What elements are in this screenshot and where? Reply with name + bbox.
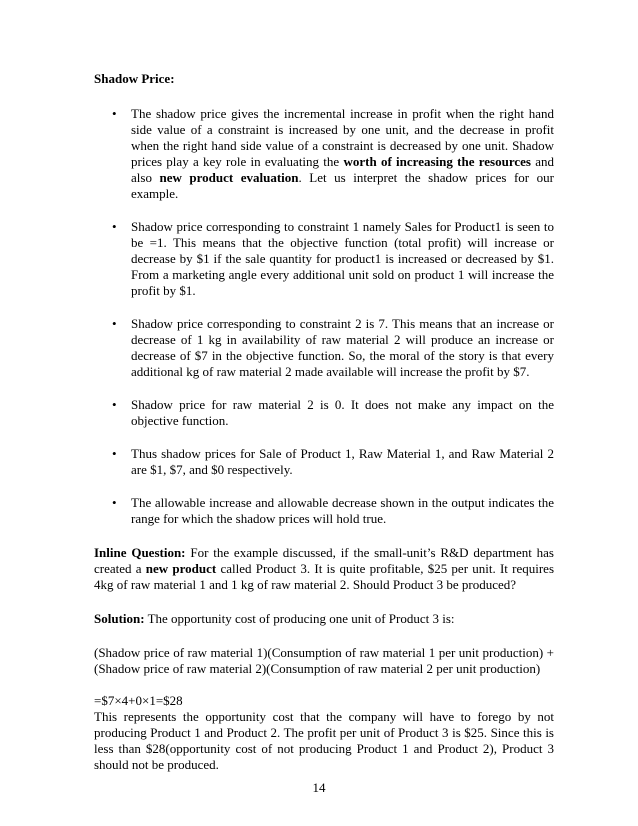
bullet-text: The shadow price gives the incremental increase in profit when the right hand side value of a constraint is increased by one unit, and the decrease in profit when the right hand side value of a constraint is decreased by one unit. Shadow prices play a key role in evaluating the worth of increasing the resources and also new product evaluation. Let us interpret the shadow prices for our example. — [131, 106, 555, 201]
bullet-text: Shadow price for raw material 2 is 0. It does not make any impact on the objective function. — [131, 397, 554, 428]
bullet-item — [94, 316, 554, 380]
bullet-icon: • — [112, 446, 117, 461]
bullet-icon: • — [112, 316, 117, 331]
bullet-item — [94, 446, 554, 478]
bullet-icon: • — [112, 106, 117, 121]
solution-label: Solution: — [94, 611, 145, 626]
page-number: 14 — [312, 780, 326, 795]
conclusion-paragraph: This represents the opportunity cost that the company will have to forego by not producing Product 1 and Product 2. The profit per unit of Product 3 is $25. Since this is less than $28(opportunity cost of not producing Product 1 and Product 2), Product 3 should not be produced. — [94, 709, 554, 772]
bullet-text: The allowable increase and allowable decrease shown in the output indicates the range for which the shadow prices will hold true. — [131, 495, 554, 526]
calculation: =$7×4+0×1=$28 — [94, 693, 183, 708]
inline-question: Inline Question: For the example discussed, if the small-unit’s R&D department has created a new product called Product 3. It is quite profitable, $25 per unit. It requires 4kg of raw material 1 and 1 kg of raw material 2. Should Product 3 be produced? — [94, 545, 555, 592]
formula-text: (Shadow price of raw material 1)(Consumption of raw material 1 per unit production) +(Shadow price of raw material 2)(Consumption of raw material 2 per unit production) — [94, 645, 554, 676]
page-content — [94, 71, 554, 773]
bullet-text: Shadow price corresponding to constraint 2 is 7. This means that an increase or decrease of 1 kg in availability of raw material 2 will produce an increase or decrease of $7 in the objective function. So, the moral of the story is that every additional kg of raw material 2 made available will increase the profit by $7. — [131, 316, 554, 379]
bullet-icon: • — [112, 495, 117, 510]
bullet-item — [94, 495, 554, 527]
bullet-item — [94, 397, 554, 429]
bullet-icon: • — [112, 397, 117, 412]
section-heading: Shadow Price: — [94, 71, 175, 86]
solution-paragraph: Solution: The opportunity cost of producing one unit of Product 3 is: — [94, 611, 455, 626]
bullet-item — [94, 106, 554, 202]
shadow-price-list — [94, 106, 554, 527]
bullet-text: Shadow price corresponding to constraint 1 namely Sales for Product1 is seen to be =1. This means that the objective function (total profit) will increase or decrease by $1 if the sale quantity for product1 is increased or decreased by $1. From a marketing angle every additional unit sold on product 1 will increase the profit by $1. — [131, 219, 554, 298]
inline-question-label: Inline Question: — [94, 545, 186, 560]
bullet-text: Thus shadow prices for Sale of Product 1, Raw Material 1, and Raw Material 2 are $1, $7, and $0 respectively. — [131, 446, 554, 477]
bullet-icon: • — [112, 219, 117, 234]
bullet-item — [94, 219, 554, 299]
